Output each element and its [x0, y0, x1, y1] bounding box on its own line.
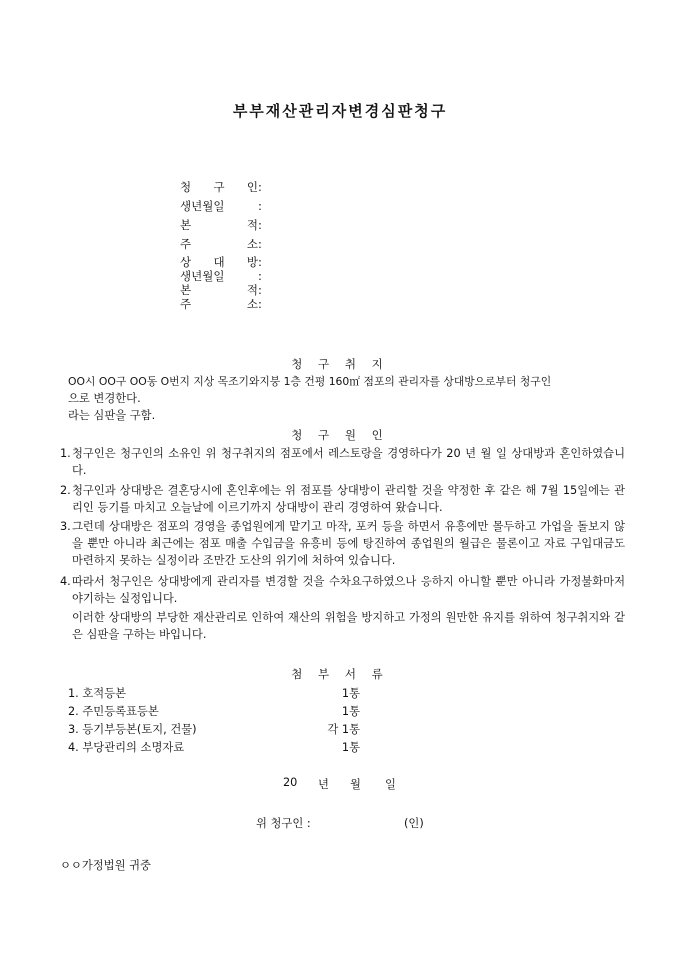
respondent-birthdate-row: 생년월일 : [180, 269, 262, 283]
claimant-domicile-row: 본 적: [180, 218, 262, 232]
respondent-name-label: 상 대 방 [180, 255, 258, 269]
attachment-qty: 1통 [341, 687, 360, 700]
attachment-qty: 1통 [341, 741, 360, 754]
cause-item-text: 따라서 청구인은 상대방에게 관리자를 변경할 것을 수차요구하였으나 응하지 아니할 뿐만 아니라 가정불화마저 야기하는 실정입니다. [72, 575, 625, 605]
date-year-label: 년 [318, 778, 329, 791]
cause-item-number: 2. [60, 484, 71, 497]
purpose-line-2: 으로 변경한다. [68, 392, 141, 405]
cause-item [60, 445, 625, 479]
respondent-name-row: 상 대 방: [180, 255, 262, 269]
purpose-line-3: 라는 심판을 구함. [68, 409, 156, 422]
cause-item-text: 청구인과 상대방은 결혼당시에 혼인후에는 위 점포를 상대방이 관리할 것을 약정한 후 같은 해 7월 15일에는 관리인 등기를 마치고 오늘날에 이르기까지 상대방이 관리 경영하여 왔습니다. [72, 484, 625, 514]
cause-item-text: 이러한 상대방의 부당한 재산관리로 인하여 재산의 위험을 방지하고 가정의 원만한 유지를 위하여 청구취지와 같은 심판을 구하는 바입니다. [72, 611, 625, 641]
cause-item-number: 4. [60, 575, 71, 588]
attachment-name: 4. 부당관리의 소명자료 [68, 741, 185, 754]
attachment-qty: 각 1통 [327, 723, 360, 736]
cause-item-text: 청구인은 청구인의 소유인 위 청구취지의 점포에서 레스토랑을 경영하다가 20 년 월 일 상대방과 혼인하였습니다. [72, 447, 625, 477]
cause-heading: 청 구 원 인 [291, 428, 389, 442]
cause-item-number: 1. [60, 447, 71, 460]
cause-item [60, 518, 625, 569]
attachment-name: 3. 등기부등본(토지, 건물) [68, 723, 197, 736]
date-month-label: 월 [350, 778, 361, 791]
purpose-heading: 청 구 취 지 [291, 357, 389, 371]
purpose-line-1: OO시 OO구 OO동 O번지 지상 목조기와지붕 1층 건평 160㎡ 점포의 관리자를 상대방으로부터 청구인 [68, 375, 552, 388]
court-addressee: ㅇㅇ가정법원 귀중 [60, 859, 151, 872]
respondent-domicile-label: 본 적 [180, 283, 258, 297]
date-year: 20 [283, 776, 298, 789]
claimant-domicile-label: 본 적 [180, 218, 258, 232]
document-title: 부부재산관리자변경심판청구 [232, 102, 448, 120]
respondent-birthdate-label: 생년월일 [180, 269, 225, 283]
cause-item [60, 609, 625, 643]
seal-mark: (인) [404, 817, 424, 830]
date-day-label: 일 [385, 778, 396, 791]
claimant-address-label: 주 소 [180, 237, 258, 251]
cause-item [60, 573, 625, 607]
claimant-name-row: 청 구 인: [180, 180, 262, 194]
cause-item-number: 3. [60, 520, 71, 533]
claimant-birthdate-label: 생년월일 [180, 199, 225, 213]
claimant-birthdate-row: 생년월일 : [180, 199, 262, 213]
cause-item [60, 482, 625, 516]
claimant-name-label: 청 구 인 [180, 180, 258, 194]
respondent-address-label: 주 소 [180, 297, 258, 311]
claimant-address-row: 주 소: [180, 237, 262, 251]
respondent-address-row: 주 소: [180, 297, 262, 311]
cause-item-text: 그런데 상대방은 점포의 경영을 종업원에게 맡기고 마작, 포커 등을 하면서 유흥에만 몰두하고 가업을 돌보지 않을 뿐만 아니라 최근에는 점포 매출 수입금을 유흥비 등에 탕진하여 종업원의 월급은 물론이고 자료 구입대금도 마련하지 못하는 실정이라 조만간 도산의 위기에 처하여 있습니다. [72, 520, 625, 567]
attachment-name: 2. 주민등록표등본 [68, 705, 159, 718]
attachments-heading: 첨 부 서 류 [291, 667, 389, 681]
attachment-qty: 1통 [341, 705, 360, 718]
respondent-domicile-row: 본 적: [180, 283, 262, 297]
signature-label: 위 청구인 : [256, 817, 311, 830]
attachment-name: 1. 호적등본 [68, 687, 127, 700]
